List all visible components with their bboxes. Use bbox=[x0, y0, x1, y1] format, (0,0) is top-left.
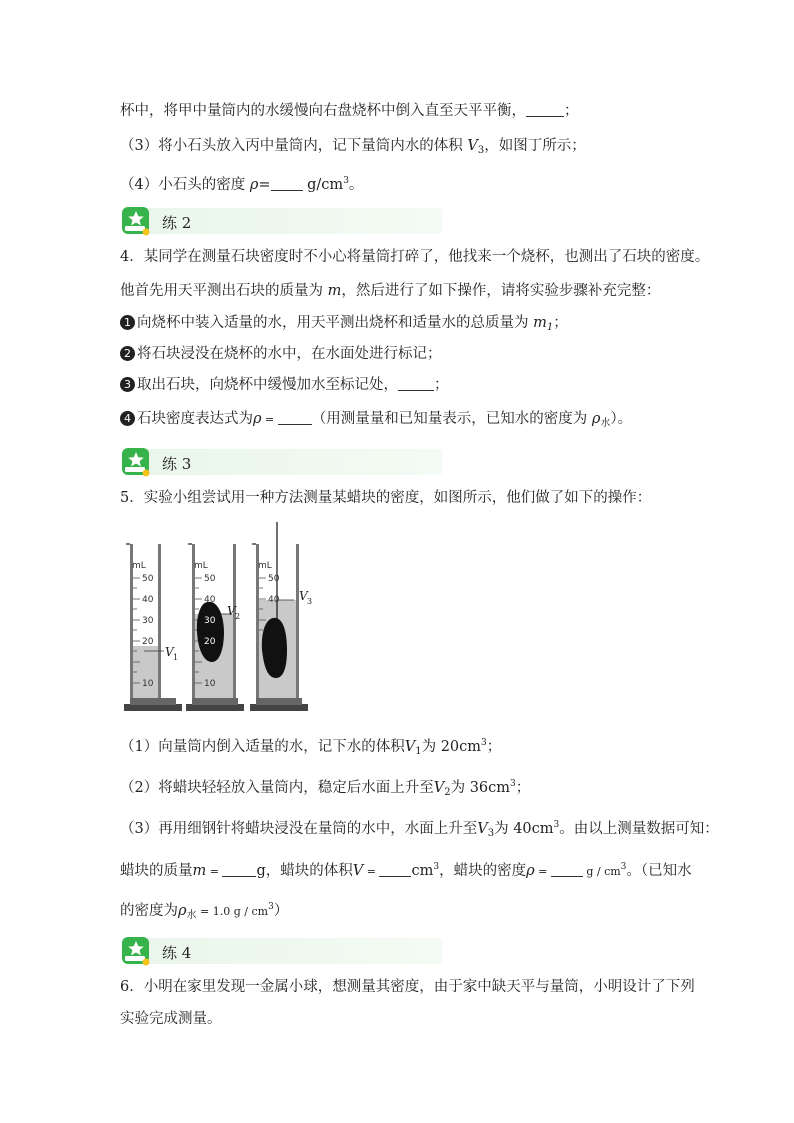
q5-part-1: （1）向量筒内倒入适量的水，记下水的体积$V_1$为 $20cm^3$； bbox=[120, 738, 502, 757]
q5-part-3: （3）再用细钢针将蜡块浸没在量筒的水中，水面上升至$V_3$为 $40cm^3$。由以上测量数据可知： bbox=[120, 820, 719, 839]
answer-blank[interactable] bbox=[222, 862, 256, 877]
q4-step-2: 2 将石块浸没在烧杯的水中，在水面处进行标记； bbox=[120, 344, 442, 364]
tick-label: 20 bbox=[204, 637, 216, 647]
q4-step-1: 1 向烧杯中装入适量的水，用天平测出烧杯和适量水的总质量为 $m_1$； bbox=[120, 313, 568, 338]
q6-line-1: 6．小明在家里发现一金属小球，想测量其密度，由于家中缺天平与量筒，小明设计了下列 bbox=[120, 979, 695, 995]
answer-blank[interactable] bbox=[551, 862, 583, 877]
cylinder-1 bbox=[124, 544, 182, 711]
section-header-practice-4 bbox=[120, 935, 442, 965]
section-header-practice-3 bbox=[120, 446, 442, 476]
q4-step-3: 3 取出石块，向烧杯中缓慢加水至标记处， ； bbox=[120, 375, 449, 395]
tick-label: 50 bbox=[204, 574, 216, 584]
section-label: 练 2 bbox=[162, 214, 192, 232]
q4-step-4: 4 石块密度表达式为ρ = （用测量量和已知量表示，已知水的密度为 $\rho_水$）。 bbox=[120, 409, 632, 434]
answer-blank[interactable] bbox=[379, 862, 411, 877]
q3-line-1: 杯中，将甲中量筒内的水缓慢向右盘烧杯中倒入直至天平平衡， ； bbox=[120, 103, 579, 119]
star-book-icon bbox=[120, 935, 152, 967]
section-header-practice-2 bbox=[120, 205, 442, 235]
section-label: 练 3 bbox=[162, 455, 192, 473]
answer-blank[interactable] bbox=[526, 102, 564, 117]
q3-line-2: （3）将小石头放入丙中量筒内，记下量筒内水的体积 $V_3$，如图丁所示； bbox=[120, 138, 586, 156]
v2-sub: 2 bbox=[235, 612, 241, 621]
v3-sub: 3 bbox=[307, 597, 313, 606]
q4-line-2: 他首先用天平测出石块的质量为 m，然后进行了如下操作，请将实验步骤补充完整： bbox=[120, 283, 661, 299]
unit-label: mL bbox=[132, 561, 146, 571]
answer-blank[interactable] bbox=[278, 410, 312, 425]
tick-label: 50 bbox=[142, 574, 154, 584]
q5-part-4: 蜡块的质量m = g，蜡块的体积$V = cm^3$，蜡块的密度$\rho = g / cm^3$。（已知水 bbox=[120, 862, 692, 879]
v3-label: V bbox=[299, 589, 308, 603]
unit-label: mL bbox=[258, 561, 272, 571]
v1-sub: 1 bbox=[173, 653, 179, 662]
tick-label: 10 bbox=[204, 679, 216, 689]
star-book-icon bbox=[120, 446, 152, 478]
answer-blank[interactable] bbox=[271, 176, 303, 191]
answer-blank[interactable] bbox=[398, 376, 434, 391]
q6-line-2: 实验完成测量。 bbox=[120, 1011, 222, 1027]
cylinder-2 bbox=[186, 544, 244, 711]
cylinders-figure bbox=[118, 520, 328, 715]
unit-label: mL bbox=[194, 561, 208, 571]
cylinder-3 bbox=[250, 522, 312, 711]
q5-part-5: 的密度为$\rho_水 = 1.0$ g / $cm^3$） bbox=[120, 902, 289, 921]
q5-intro: 5．实验小组尝试用一种方法测量某蜡块的密度，如图所示，他们做了如下的操作： bbox=[120, 490, 652, 506]
q5-part-2: （2）将蜡块轻轻放入量筒内，稳定后水面上升至$V_2$为 $36cm^3$； bbox=[120, 779, 531, 798]
tick-label: 40 bbox=[204, 595, 216, 605]
tick-label: 10 bbox=[142, 679, 154, 689]
star-book-icon bbox=[120, 205, 152, 237]
tick-label: 40 bbox=[142, 595, 154, 605]
v1-label: V bbox=[165, 645, 174, 659]
tick-label: 30 bbox=[204, 616, 216, 626]
v2-label: V bbox=[227, 604, 236, 618]
tick-label: 50 bbox=[268, 574, 280, 584]
section-label: 练 4 bbox=[162, 944, 192, 962]
q3-line-3: （4）小石头的密度 $\rho= g/cm^3$。 bbox=[120, 176, 364, 193]
tick-label: 40 bbox=[268, 595, 280, 605]
q4-line-1: 4．某同学在测量石块密度时不小心将量筒打碎了，他找来一个烧杯，也测出了石块的密度。 bbox=[120, 249, 710, 265]
tick-label: 30 bbox=[142, 616, 154, 626]
tick-label: 20 bbox=[142, 637, 154, 647]
